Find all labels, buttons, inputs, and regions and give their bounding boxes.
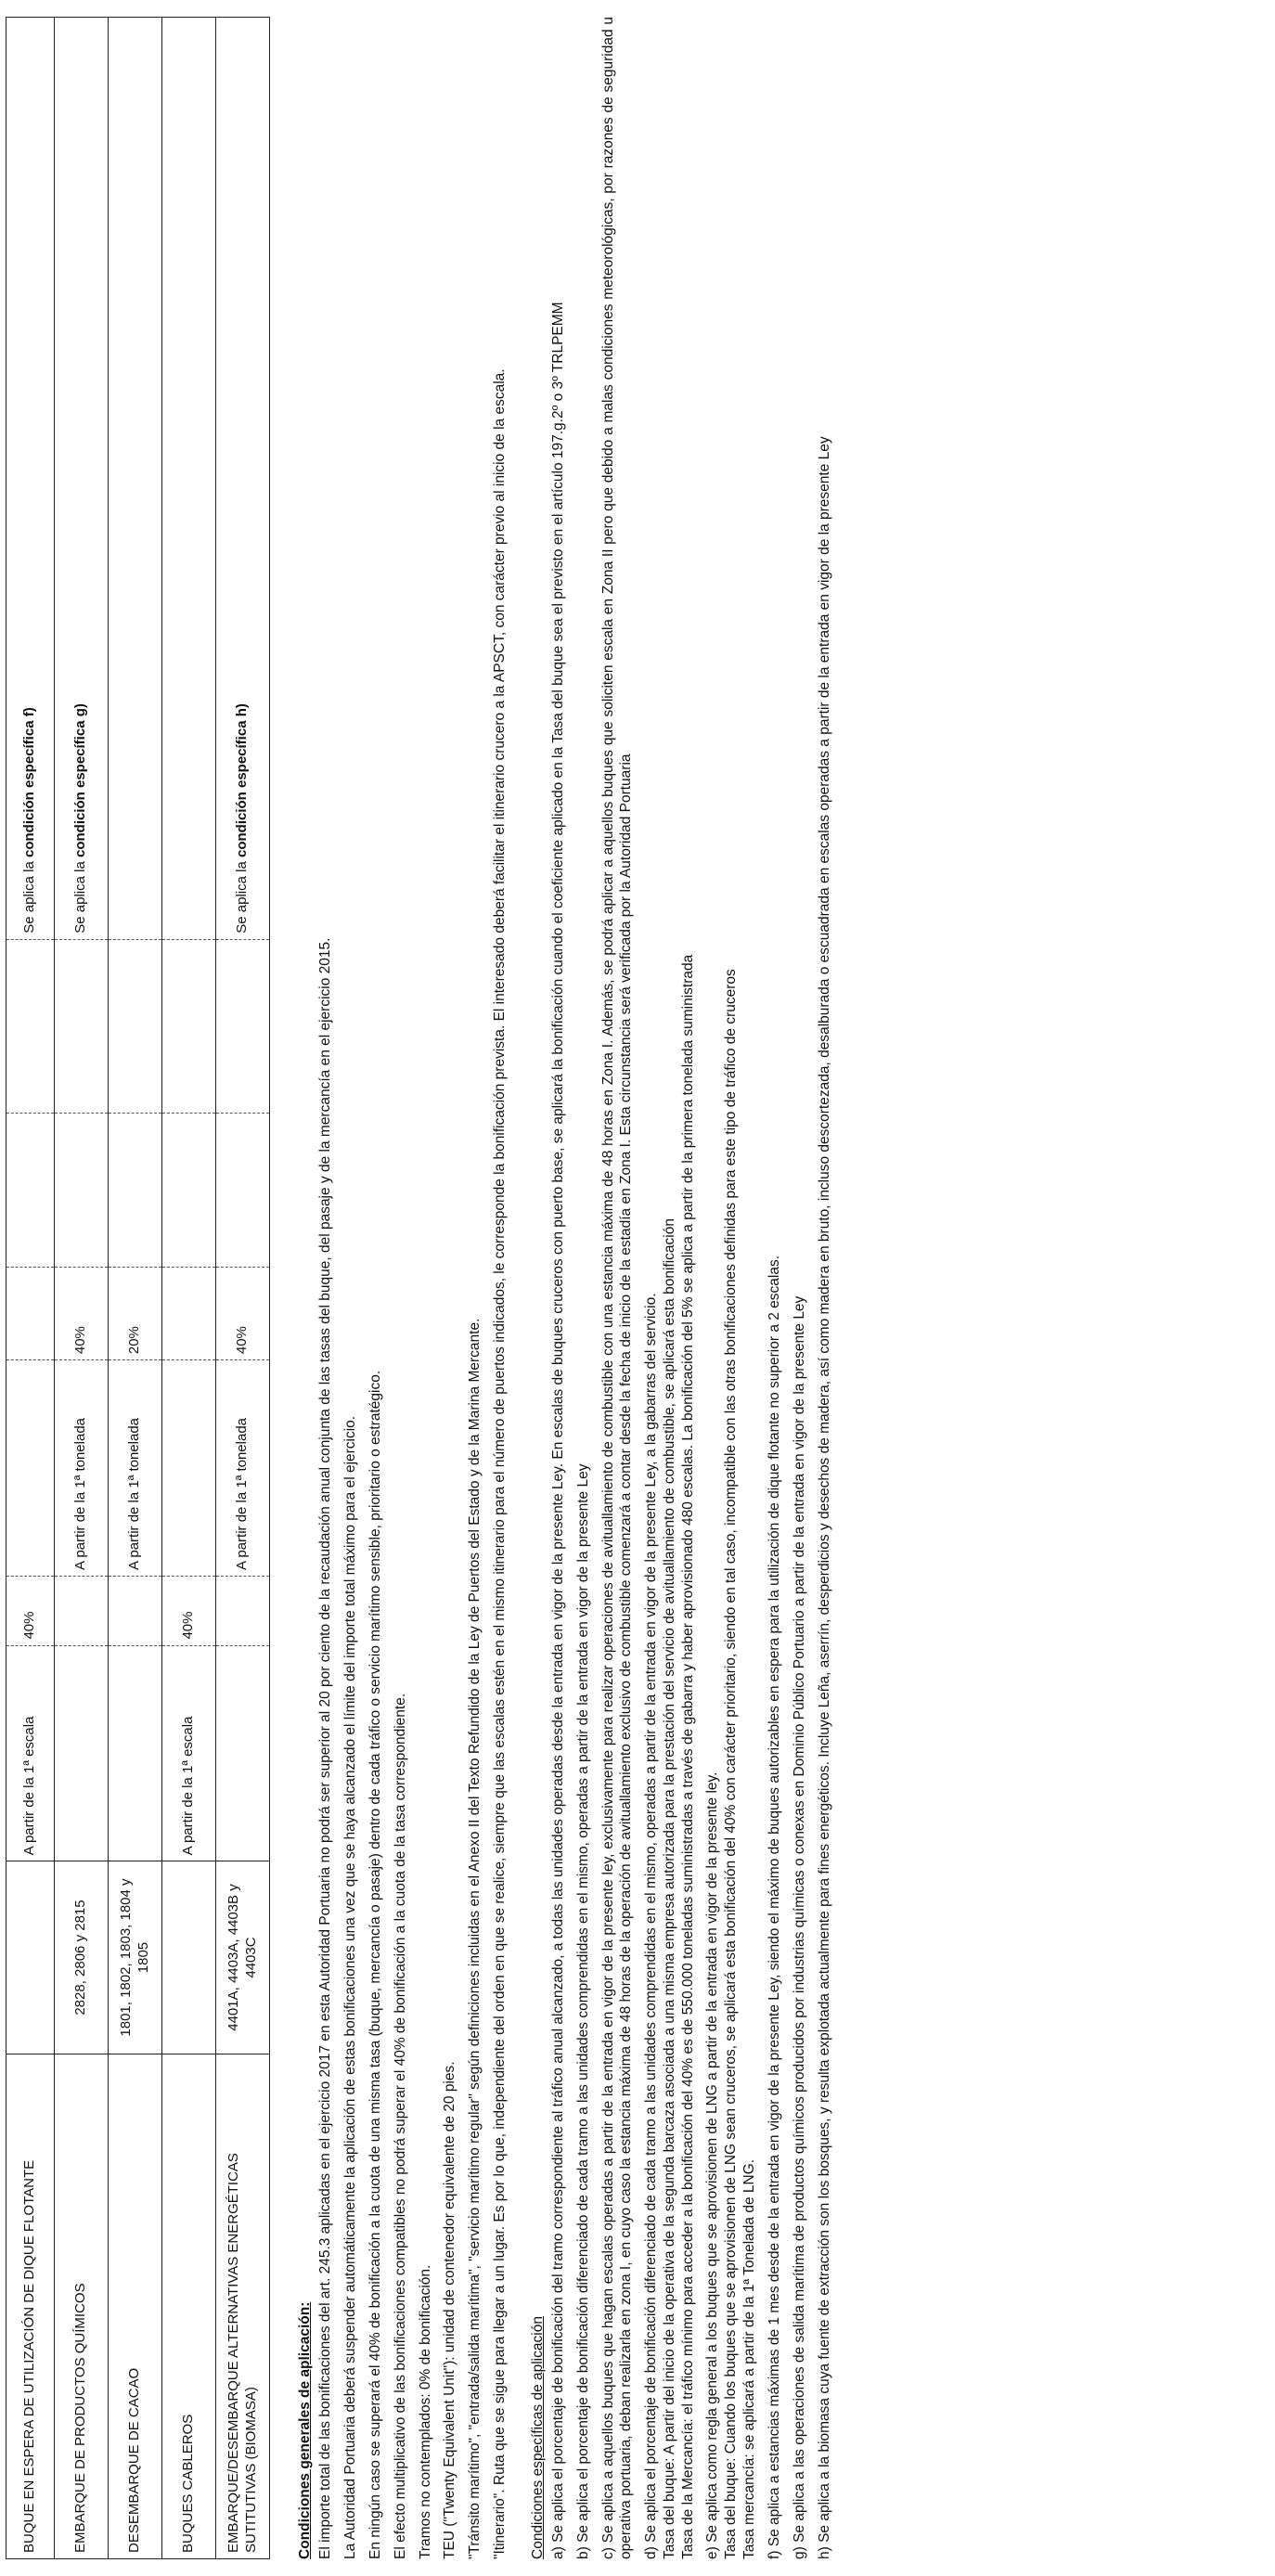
row-codes: 2828, 2806 y 2815 bbox=[55, 1861, 109, 2054]
row-empty-cell bbox=[216, 1113, 270, 1267]
row-name: BUQUE EN ESPERA DE UTILIZACIÓN DE DIQUE FLOTANTE bbox=[6, 2054, 55, 2558]
row-from-first bbox=[216, 1645, 270, 1861]
row-percent-second: 40% bbox=[55, 1268, 109, 1360]
specific-condition-d-cargo: Tasa de la Mercancía: el tráfico mínimo para acceder a la bonificación del 40% es de 550.000 toneladas suministradas a través de gabarra y haber aprovisionado 480 escalas. La bonificación del 5% se aplica a partir de la primera tonelada suministrada bbox=[679, 954, 696, 2559]
specific-condition-a: a) Se aplica el porcentaje de bonificación del tramo correspondiente al tráfico anual alcanzado, a todas las unidades operadas desde la entrada en vigor de la presente Ley. En escalas de buques cruceros con puerto base, se aplicará la bonificación cuando el coeficiente aplicado en la Tasa del buque sea el previsto en el artículo 197.g.2º o 3º TRLPEMM bbox=[550, 302, 567, 2559]
specific-condition-h: h) Se aplica a la biomasa cuya fuente de extracción son los bosques, y resulta explotada actualmente para fines energéticos. Incluye Leña, aserrín, desperdicios y desechos de madera, así como madera en bruto, incluso descortezada, desalburada o escuadrada en escalas operadas a partir de la entrada en vigor de la presente Ley bbox=[816, 436, 832, 2559]
row-note-text: Se aplica la bbox=[21, 857, 38, 934]
section-spacer bbox=[517, 17, 530, 2559]
row-empty-cell bbox=[162, 1113, 216, 1267]
specific-condition-e-cargo: Tasa mercancía: se aplicará a partir de la 1ª Tonelada de LNG. bbox=[741, 2158, 758, 2559]
row-empty-cell bbox=[55, 1113, 109, 1267]
row-codes: 1801, 1802, 1803, 1804 y 1805 bbox=[109, 1861, 162, 2054]
row-note-condition: condición específica h) bbox=[234, 703, 251, 858]
specific-conditions-title: Condiciones específicas de aplicación bbox=[530, 2316, 547, 2559]
general-paragraph: TEU ("Twenty Equivalent Unit"): unidad de contenedor equivalente de 20 pies. bbox=[442, 2061, 458, 2559]
specific-condition-g: g) Se aplica a las operaciones de salida marítima de productos químicos producidos por industrias químicas o conexas en Dominio Público Portuario a partir de la entrada en vigor de la presente Ley bbox=[792, 1295, 808, 2559]
row-percent-first bbox=[109, 1576, 162, 1645]
row-note-condition: condición específica f) bbox=[21, 707, 38, 858]
row-codes: 4401A, 4403A, 4403B y 4403C bbox=[216, 1861, 270, 2054]
row-codes bbox=[162, 1861, 216, 2054]
row-note bbox=[216, 18, 270, 940]
general-paragraph: "Itinerario". Ruta que se sigue para llegar a un lugar. Es por lo que, independiente del orden en que se realice, siempre que las escalas estén en el mismo itinerario para el número de puertos indicados, le corresponde la bonificación prevista. El interesado deberá facilitar el itinerario crucero a la APSCT, con carácter previo al inicio de la escala. bbox=[492, 368, 509, 2559]
row-from-second bbox=[162, 1360, 216, 1577]
specific-condition-d: d) Se aplica el porcentaje de bonificación diferenciado de cada tramo a las unidades comprendidas en el mismo, operadas a partir de la entrada en vigor de la presente Ley, a la gabarras del servicio. bbox=[642, 1293, 659, 2559]
row-from-first bbox=[55, 1645, 109, 1861]
row-codes bbox=[6, 1861, 55, 2054]
row-from-second bbox=[6, 1360, 55, 1577]
specific-condition-e: e) Se aplica como regla general a los buques que se aprovisionen de LNG a partir de la entrada en vigor de la presente ley. bbox=[704, 1771, 721, 2559]
row-note bbox=[162, 18, 216, 940]
row-name: DESEMBARQUE DE CACAO bbox=[109, 2054, 162, 2558]
row-note bbox=[109, 18, 162, 940]
specific-condition-d-ship: Tasa del buque: A partir del inicio de la operativa de la segunda barcaza asociada a una misma empresa autorizada para la prestación del servicio de avituallamiento de combustible, se aplicará esta bonificación bbox=[661, 1218, 677, 2559]
general-paragraph: La Autoridad Portuaria deberá suspender automáticamente la aplicación de estas bonificaciones una vez que se haya alcanzado el límite del importe total máximo para el ejercicio. bbox=[341, 1415, 358, 2559]
general-paragraph: "Tránsito marítimo", "entrada/salida marítima", "servicio marítimo regular" según definiciones incluidas en el Anexo II del Texto Refundido de la Ley de Puertos del Estado y de la Marina Mercante. bbox=[467, 1318, 483, 2559]
specific-condition-c: c) Se aplica a aquellos buques que hagan escalas operadas a partir de la entrada en vigor de la presente ley, exclusivamente para realizar operaciones de avituallamiento de combustible con una estancia máxima de 48 horas en Zona I. Además, se podrá aplicar a aquellos buques que soliciten escala en Zona II pero que debido a malas condiciones meteorológicas, por razones de seguridad u operativa portuaria, deban realizarla en zona I, en cuyo caso la estancia máxima de 48 horas de la operación de avituallamiento exclusivo de combustible comenzará a contar desde la fecha de inicio de la estadía en Zona I. Esta circunstancia será verificada por la Autoridad Portuaria bbox=[599, 17, 634, 2559]
row-name: EMBARQUE/DESEMBARQUE ALTERNATIVAS ENERGÉTICAS SUTITUTIVAS (BIOMASA) bbox=[216, 2054, 270, 2558]
row-empty-cell bbox=[216, 939, 270, 1113]
table-row bbox=[109, 18, 162, 2559]
general-paragraph: El importe total de las bonificaciones del art. 245.3 aplicadas en el ejercicio 2017 en esta Autoridad Portuaria no podrá ser superior al 20 por ciento de la recaudación anual conjunta de las tasas del buque, del pasaje y de la mercancía en el ejercicio 2015. bbox=[316, 937, 333, 2559]
row-note-text: Se aplica la bbox=[234, 857, 251, 934]
row-percent-first: 40% bbox=[6, 1576, 55, 1645]
row-note-text: Se aplica la bbox=[72, 857, 89, 934]
general-paragraph: El efecto multiplicativo de las bonificaciones compatibles no podrá superar el 40% de bonificación a la cuota de la tasa correspondiente. bbox=[392, 1693, 408, 2559]
table-row bbox=[55, 18, 109, 2559]
row-empty-cell bbox=[55, 939, 109, 1113]
row-from-first bbox=[109, 1645, 162, 1861]
row-percent-second: 40% bbox=[216, 1268, 270, 1360]
specific-condition-f: f) Se aplica a estancias máximas de 1 mes desde de la entrada en vigor de la presente Ley, siendo el máximo de buques autorizables en espera para la utilización de dique flotante no superior a 2 escalas. bbox=[766, 1255, 783, 2559]
general-paragraph: Tramos no contemplados: 0% de bonificación. bbox=[417, 2264, 433, 2559]
row-name: EMBARQUE DE PRODUCTOS QUÍMICOS bbox=[55, 2054, 109, 2558]
row-percent-first: 40% bbox=[162, 1576, 216, 1645]
row-from-first: A partir de la 1ª escala bbox=[162, 1645, 216, 1861]
row-empty-cell bbox=[109, 939, 162, 1113]
row-percent-first bbox=[55, 1576, 109, 1645]
row-empty-cell bbox=[162, 939, 216, 1113]
row-note bbox=[55, 18, 109, 940]
row-name: BUQUES CABLEROS bbox=[162, 2054, 216, 2558]
row-from-second: A partir de la 1ª tonelada bbox=[216, 1360, 270, 1577]
general-conditions-title: Condiciones generales de aplicación: bbox=[297, 2301, 313, 2559]
specific-condition-e-ship: Tasa del buque: Cuando los buques que se aprovisionen de LNG sean cruceros, se aplicará esta bonificación del 40% con carácter prioritario, siendo en tal caso, incompatible con las otras bonificaciones definidas para este tipo de tráfico de cruceros bbox=[723, 969, 740, 2559]
table-row bbox=[6, 18, 55, 2559]
row-note bbox=[6, 18, 55, 940]
row-empty-cell bbox=[6, 939, 55, 1113]
row-from-second: A partir de la 1ª tonelada bbox=[109, 1360, 162, 1577]
bonus-table bbox=[6, 17, 270, 2559]
conditions-text bbox=[297, 17, 842, 2559]
row-empty-cell bbox=[109, 1113, 162, 1267]
row-empty-cell bbox=[6, 1113, 55, 1267]
table-row bbox=[216, 18, 270, 2559]
table-row bbox=[162, 18, 216, 2559]
row-note-condition: condición específica g) bbox=[72, 703, 89, 858]
specific-condition-b: b) Se aplica el porcentaje de bonificación diferenciado de cada tramo a las unidades comprendidas en el mismo, operadas a partir de la entrada en vigor de la presente Ley bbox=[574, 1463, 591, 2559]
general-paragraph: En ningún caso se superará el 40% de bonificación a la cuota de una misma tasa (buque, mercancía o pasaje) dentro de cada tráfico o servicio marítimo sensible, prioritario o estratégico. bbox=[367, 1370, 383, 2559]
row-percent-first bbox=[216, 1576, 270, 1645]
row-percent-second: 20% bbox=[109, 1268, 162, 1360]
row-percent-second bbox=[162, 1268, 216, 1360]
row-percent-second bbox=[6, 1268, 55, 1360]
row-from-second: A partir de la 1ª tonelada bbox=[55, 1360, 109, 1577]
row-from-first: A partir de la 1ª escala bbox=[6, 1645, 55, 1861]
